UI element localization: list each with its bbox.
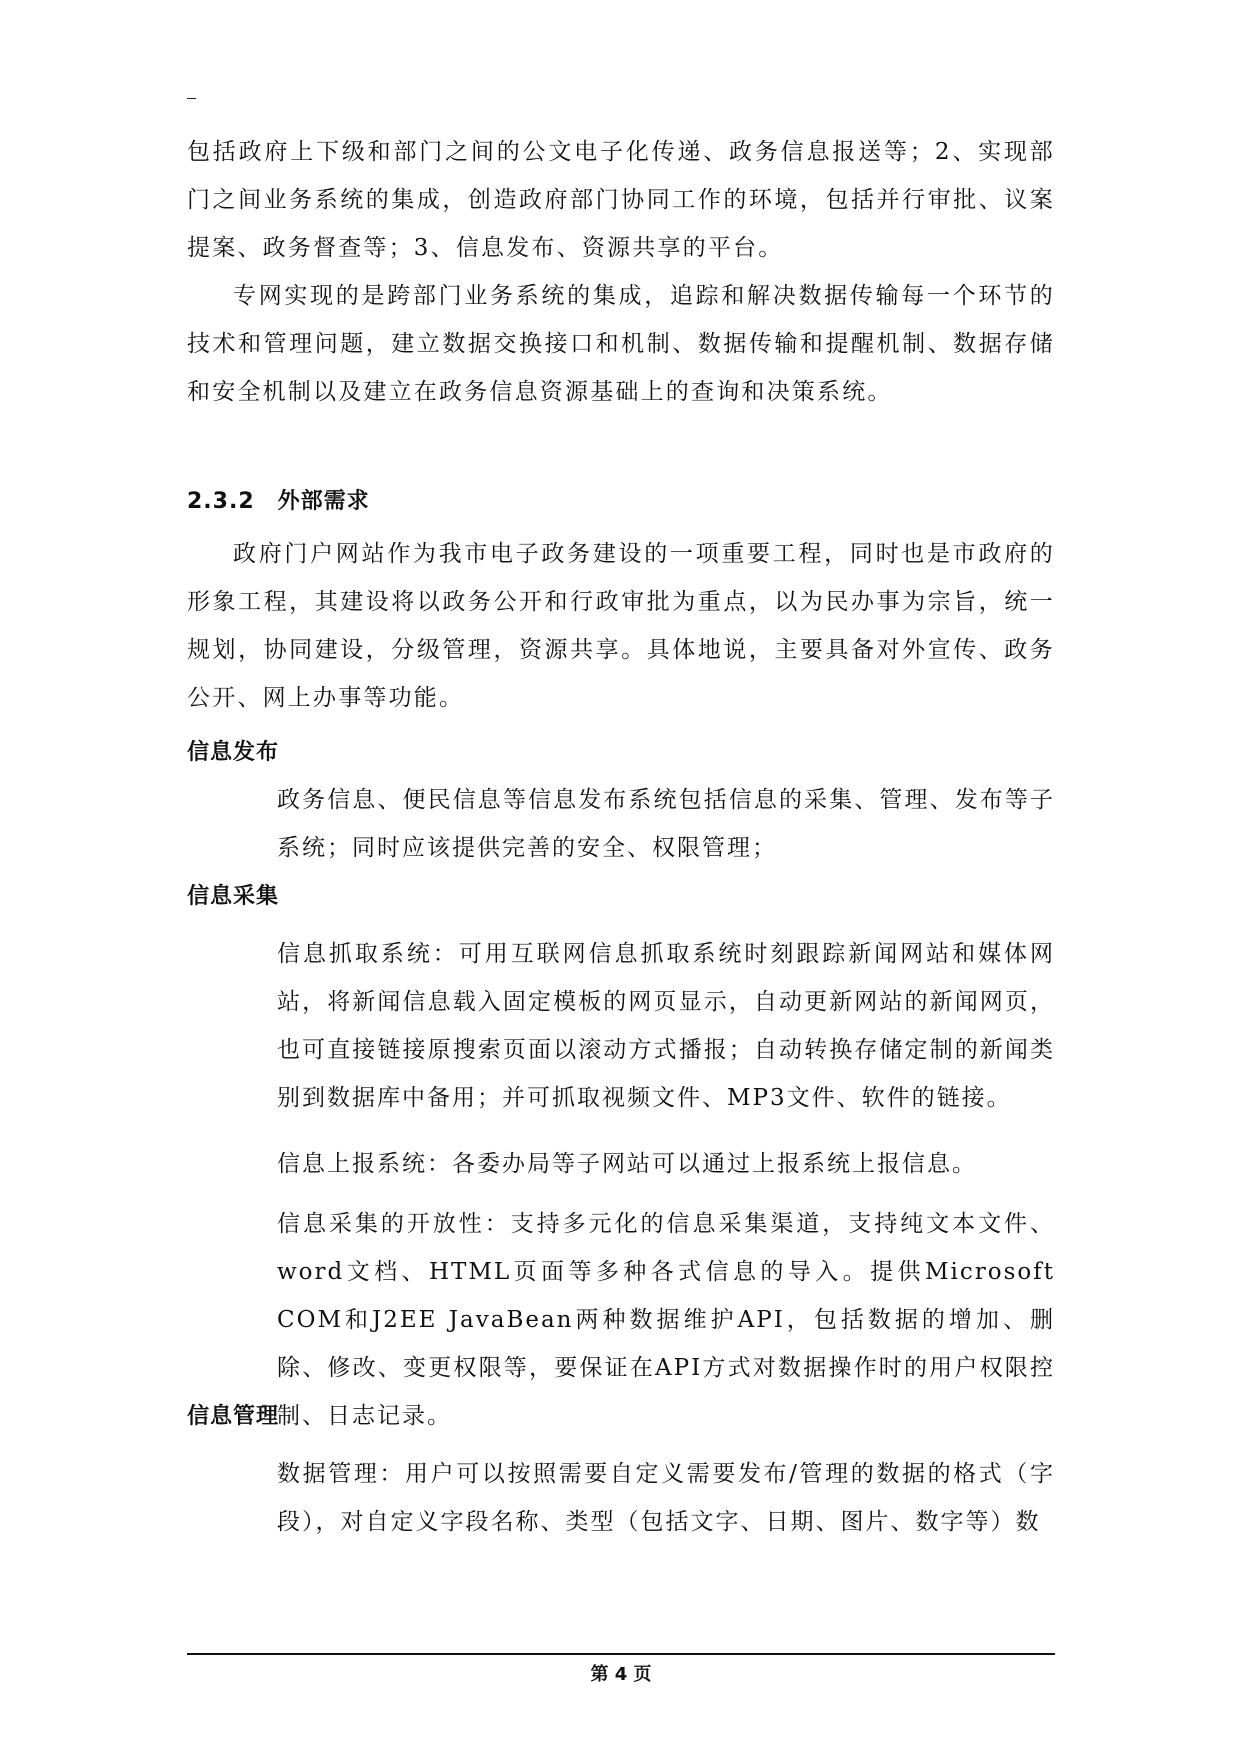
intro-paragraph-2: 专网实现的是跨部门业务系统的集成，追踪和解决数据传输每一个环节的技术和管理问题，建立数据交换接口和机制、数据传输和提醒机制、数据存储和安全机制以及建立在政务信息资源基础上的查询和决策系统。 [187,283,1055,405]
intro-paragraph-1: 包括政府上下级和部门之间的公文电子化传递、政务信息报送等；2、实现部门之间业务系统的集成，创造政府部门协同工作的环境，包括并行审批、议案提案、政务督查等；3、信息发布、资源共享的平台。 [187,139,1055,261]
collect-paragraph-3: 信息采集的开放性：支持多元化的信息采集渠道，支持纯文本文件、word文档、HTML页面等多种各式信息的导入。提供Microsoft COM和J2EE JavaBean两种数据维护API，包括数据的增加、删除、修改、变更权限等，要保证在API方式对数据操作时的用户权限控制、日志记录。 [277,1211,1055,1429]
section-body [187,530,1055,722]
manage-heading-block [187,1402,1055,1432]
section-paragraph-1: 政府门户网站作为我市电子政务建设的一项重要工程，同时也是市政府的形象工程，其建设将以政务公开和行政审批为重点，以为民办事为宗旨，统一规划，协同建设，分级管理，资源共享。具体地说，主要具备对外宣传、政务公开、网上办事等功能。 [187,541,1055,711]
manage-body [277,1450,1055,1546]
manage-paragraph-1: 数据管理：用户可以按照需要自定义需要发布/管理的数据的格式（字段），对自定义字段名称、类型（包括文字、日期、图片、数字等）数 [277,1461,1055,1535]
section-heading-block [187,487,1055,517]
collect-paragraph-1: 信息抓取系统：可用互联网信息抓取系统时刻跟踪新闻网站和媒体网站，将新闻信息载入固定模板的网页显示，自动更新网站的新闻网页，也可直接链接原搜索页面以滚动方式播报；自动转换存储定制的新闻类别到数据库中备用；并可抓取视频文件、MP3文件、软件的链接。 [277,941,1055,1111]
collect-body-2 [277,1140,1055,1188]
collect-paragraph-2: 信息上报系统：各委办局等子网站可以通过上报系统上报信息。 [277,1151,977,1177]
footer-rule [187,1653,1055,1655]
publish-heading: 信息发布 [187,740,280,765]
publish-body [277,776,1055,872]
collect-heading-block [187,882,1055,912]
collect-body-1 [277,930,1055,1122]
publish-heading-block [187,738,1055,768]
top-dash [187,98,196,99]
collect-heading: 信息采集 [187,884,280,909]
intro-block [187,128,1055,416]
publish-paragraph: 政务信息、便民信息等信息发布系统包括信息的采集、管理、发布等子系统；同时应该提供完善的安全、权限管理； [277,787,1055,861]
manage-heading: 信息管理 [187,1404,280,1429]
section-heading: 2.3.2 外部需求 [187,489,370,514]
page-number: 第 4 页 [590,1664,652,1685]
